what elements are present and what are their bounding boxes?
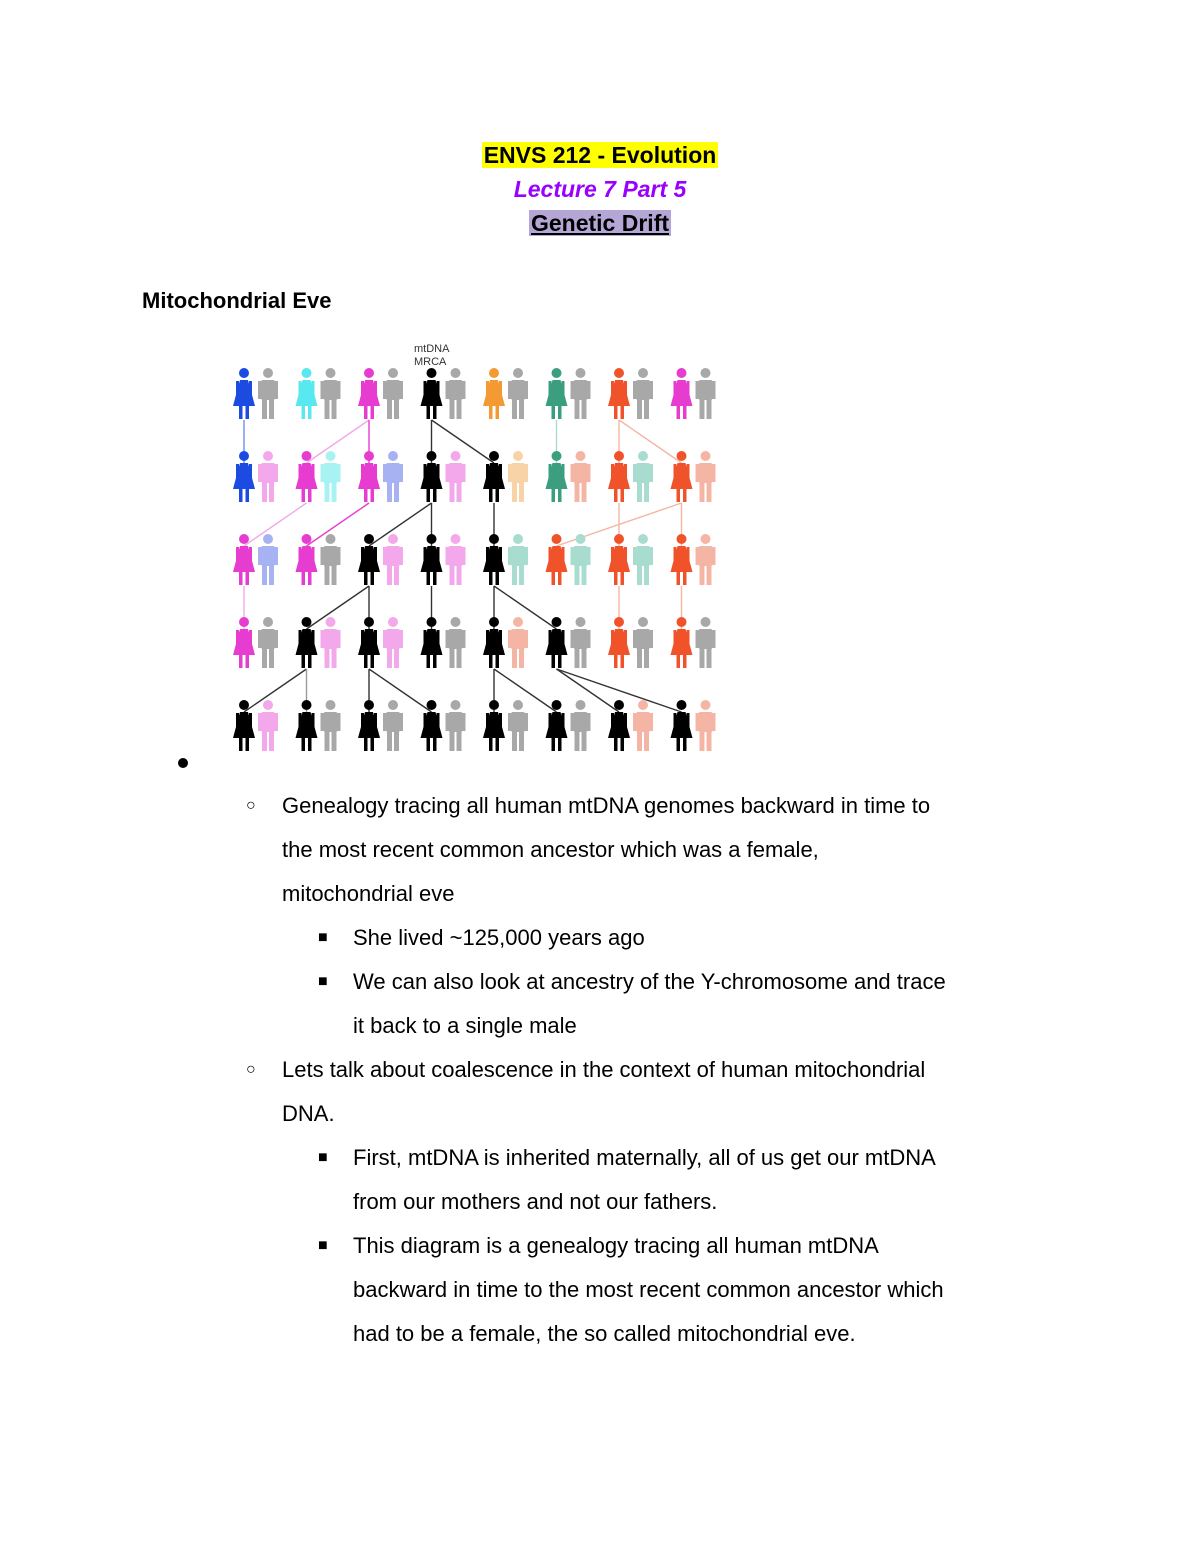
male-figure-icon [571, 700, 591, 751]
male-figure-icon [571, 451, 591, 502]
genealogy-svg [228, 338, 720, 758]
female-figure-icon [546, 700, 568, 751]
list-item: DNA. [282, 1101, 335, 1126]
female-figure-icon [546, 368, 568, 419]
female-figure-icon [671, 534, 693, 585]
female-figure-icon [671, 451, 693, 502]
female-figure-icon [358, 700, 380, 751]
male-figure-icon [633, 617, 653, 668]
male-figure-icon [258, 368, 278, 419]
topic-title [0, 210, 1200, 237]
female-figure-icon [671, 617, 693, 668]
female-figure-icon [421, 534, 443, 585]
genealogy-people [233, 368, 716, 751]
male-figure-icon [258, 617, 278, 668]
lineage-link [619, 420, 682, 463]
list-item: had to be a female, the so called mitochondrial eve. [353, 1321, 856, 1346]
list-marker-square: ■ [318, 973, 328, 990]
list-marker-circle: ○ [246, 797, 256, 814]
course-title-text: ENVS 212 - Evolution [483, 142, 717, 168]
female-figure-icon [296, 617, 318, 668]
list-marker-square: ■ [318, 1149, 328, 1166]
list-item: it back to a single male [353, 1013, 577, 1038]
lineage-link [557, 669, 620, 712]
male-figure-icon [383, 700, 403, 751]
male-figure-icon [696, 534, 716, 585]
list-marker-square: ■ [318, 1237, 328, 1254]
female-figure-icon [483, 451, 505, 502]
lineage-link [369, 503, 432, 546]
section-heading: Mitochondrial Eve [142, 288, 332, 313]
female-figure-icon [546, 451, 568, 502]
list-item: Lets talk about coalescence in the context of human mitochondrial [282, 1057, 926, 1082]
female-figure-icon [296, 534, 318, 585]
female-figure-icon [483, 368, 505, 419]
male-figure-icon [321, 368, 341, 419]
male-figure-icon [633, 700, 653, 751]
male-figure-icon [508, 368, 528, 419]
female-figure-icon [483, 617, 505, 668]
male-figure-icon [696, 451, 716, 502]
topic-title-text: Genetic Drift [530, 210, 670, 236]
mrca-label-line2: MRCA [414, 356, 447, 368]
list-item: First, mtDNA is inherited maternally, all of us get our mtDNA [353, 1145, 936, 1170]
male-figure-icon [383, 617, 403, 668]
female-figure-icon [358, 534, 380, 585]
female-figure-icon [608, 617, 630, 668]
male-figure-icon [696, 368, 716, 419]
male-figure-icon [321, 534, 341, 585]
male-figure-icon [446, 368, 466, 419]
list-item: Genealogy tracing all human mtDNA genomes backward in time to [282, 793, 931, 818]
male-figure-icon [508, 700, 528, 751]
lineage-link [307, 420, 370, 463]
lineage-link [244, 503, 307, 546]
male-figure-icon [321, 700, 341, 751]
female-figure-icon [421, 617, 443, 668]
list-item: We can also look at ancestry of the Y-chromosome and trace [353, 969, 946, 994]
male-figure-icon [258, 451, 278, 502]
female-figure-icon [358, 617, 380, 668]
list-item: the most recent common ancestor which was a female, [282, 837, 819, 862]
male-figure-icon [446, 451, 466, 502]
lecture-title-text: Lecture 7 Part 5 [513, 176, 687, 202]
list-item: mitochondrial eve [282, 881, 455, 906]
female-figure-icon [233, 368, 255, 419]
male-figure-icon [446, 617, 466, 668]
female-figure-icon [546, 534, 568, 585]
female-figure-icon [421, 368, 443, 419]
male-figure-icon [508, 534, 528, 585]
female-figure-icon [296, 368, 318, 419]
male-figure-icon [446, 700, 466, 751]
female-figure-icon [546, 617, 568, 668]
male-figure-icon [633, 534, 653, 585]
female-figure-icon [233, 451, 255, 502]
male-figure-icon [508, 617, 528, 668]
male-figure-icon [508, 451, 528, 502]
lineage-link [432, 420, 495, 463]
male-figure-icon [571, 368, 591, 419]
course-title [0, 142, 1200, 169]
lineage-link [307, 586, 370, 629]
female-figure-icon [233, 534, 255, 585]
female-figure-icon [233, 700, 255, 751]
male-figure-icon [383, 451, 403, 502]
female-figure-icon [608, 700, 630, 751]
female-figure-icon [608, 534, 630, 585]
female-figure-icon [421, 451, 443, 502]
male-figure-icon [258, 534, 278, 585]
list-item: This diagram is a genealogy tracing all human mtDNA [353, 1233, 879, 1258]
female-figure-icon [358, 451, 380, 502]
male-figure-icon [696, 700, 716, 751]
female-figure-icon [608, 368, 630, 419]
female-figure-icon [483, 700, 505, 751]
lecture-title [0, 176, 1200, 203]
female-figure-icon [671, 700, 693, 751]
male-figure-icon [446, 534, 466, 585]
lineage-link [494, 586, 557, 629]
male-figure-icon [383, 368, 403, 419]
male-figure-icon [321, 451, 341, 502]
lineage-link [494, 669, 557, 712]
male-figure-icon [383, 534, 403, 585]
male-figure-icon [696, 617, 716, 668]
female-figure-icon [671, 368, 693, 419]
list-item: She lived ~125,000 years ago [353, 925, 645, 950]
lineage-link [307, 503, 370, 546]
female-figure-icon [358, 368, 380, 419]
lineage-link [369, 669, 432, 712]
female-figure-icon [233, 617, 255, 668]
list-item: backward in time to the most recent common ancestor which [353, 1277, 944, 1302]
female-figure-icon [421, 700, 443, 751]
mrca-label-line1: mtDNA [414, 343, 450, 355]
male-figure-icon [571, 617, 591, 668]
male-figure-icon [258, 700, 278, 751]
male-figure-icon [633, 451, 653, 502]
lineage-link [244, 669, 307, 712]
male-figure-icon [571, 534, 591, 585]
male-figure-icon [321, 617, 341, 668]
male-figure-icon [633, 368, 653, 419]
female-figure-icon [608, 451, 630, 502]
mitochondrial-eve-diagram [228, 338, 720, 758]
female-figure-icon [296, 451, 318, 502]
bullet-disc [178, 758, 188, 768]
female-figure-icon [296, 700, 318, 751]
female-figure-icon [483, 534, 505, 585]
list-item: from our mothers and not our fathers. [353, 1189, 718, 1214]
list-marker-circle: ○ [246, 1061, 256, 1078]
list-marker-square: ■ [318, 929, 328, 946]
